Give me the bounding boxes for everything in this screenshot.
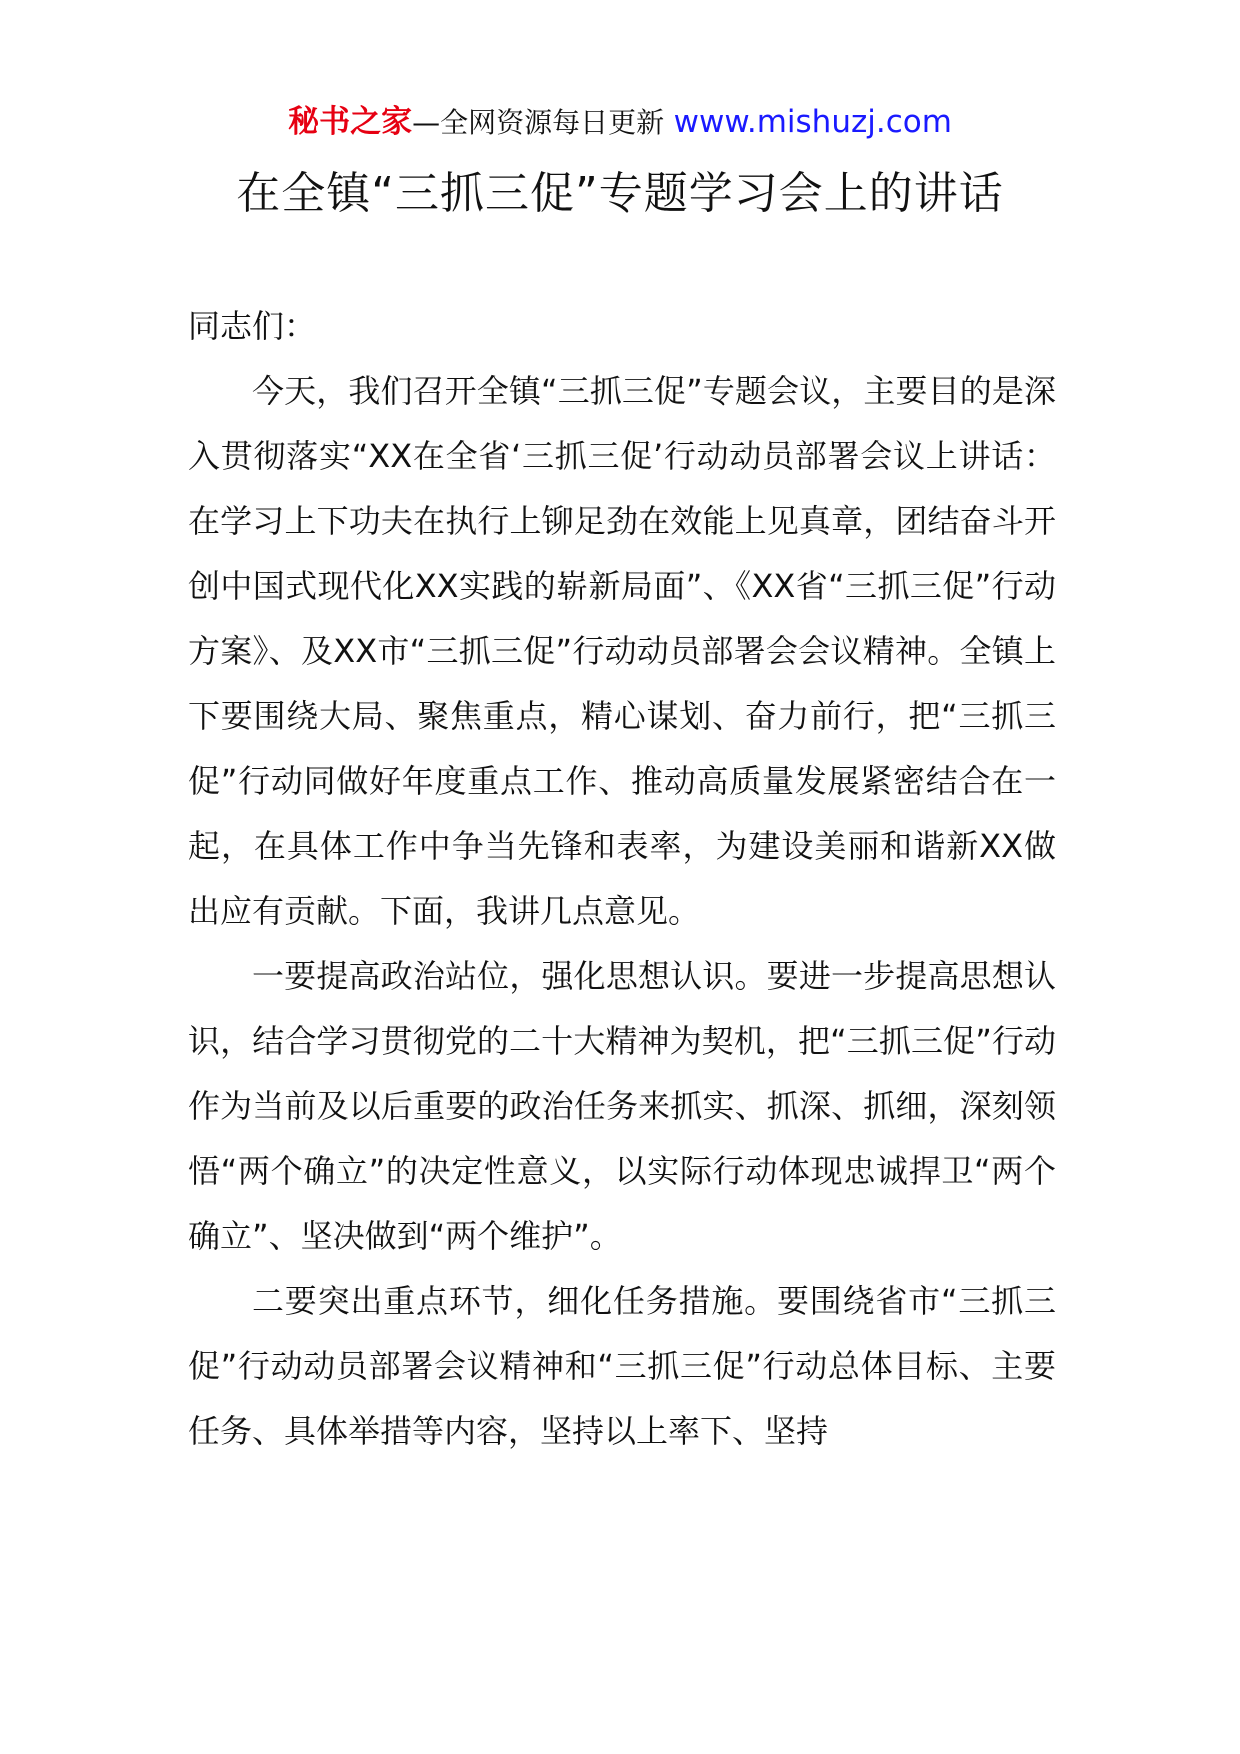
- salutation: 同志们：: [188, 307, 317, 345]
- document-title: 在全镇“三抓三促”专题学习会上的讲话: [236, 168, 1004, 219]
- paragraph-intro: 今天，我们召开全镇“三抓三促”专题会议，主要目的是深入贯彻落实“XX在全省‘三抓三促’行动动员部署会议上讲话：在学习上下功夫在执行上铆足劲在效能上见真章，团结奋斗开创中国式现代化XX实践的崭新局面”、《XX省“三抓三促”行动方案》、及XX市“三抓三促”行动动员部署会会议精神。全镇上下要围绕大局、聚焦重点，精心谋划、奋力前行，把“三抓三促”行动同做好年度重点工作、推动高质量发展紧密结合在一起，在具体工作中争当先锋和表率，为建设美丽和谐新XX做出应有贡献。下面，我讲几点意见。: [188, 372, 1056, 930]
- site-slogan: —全网资源每日更新: [412, 106, 665, 139]
- document-body: [188, 294, 1056, 1464]
- site-banner: [0, 100, 1240, 145]
- paragraph-point-two: 二要突出重点环节，细化任务措施。要围绕省市“三抓三促”行动动员部署会议精神和“三抓三促”行动总体目标、主要任务、具体举措等内容，坚持以上率下、坚持: [188, 1282, 1056, 1450]
- site-url-link[interactable]: www.mishuzj.com: [673, 104, 952, 140]
- site-brand[interactable]: 秘书之家: [288, 104, 413, 140]
- paragraph-point-one: 一要提高政治站位，强化思想认识。要进一步提高思想认识，结合学习贯彻党的二十大精神为契机，把“三抓三促”行动作为当前及以后重要的政治任务来抓实、抓深、抓细，深刻领悟“两个确立”的决定性意义，以实际行动体现忠诚捍卫“两个确立”、坚决做到“两个维护”。: [188, 957, 1056, 1255]
